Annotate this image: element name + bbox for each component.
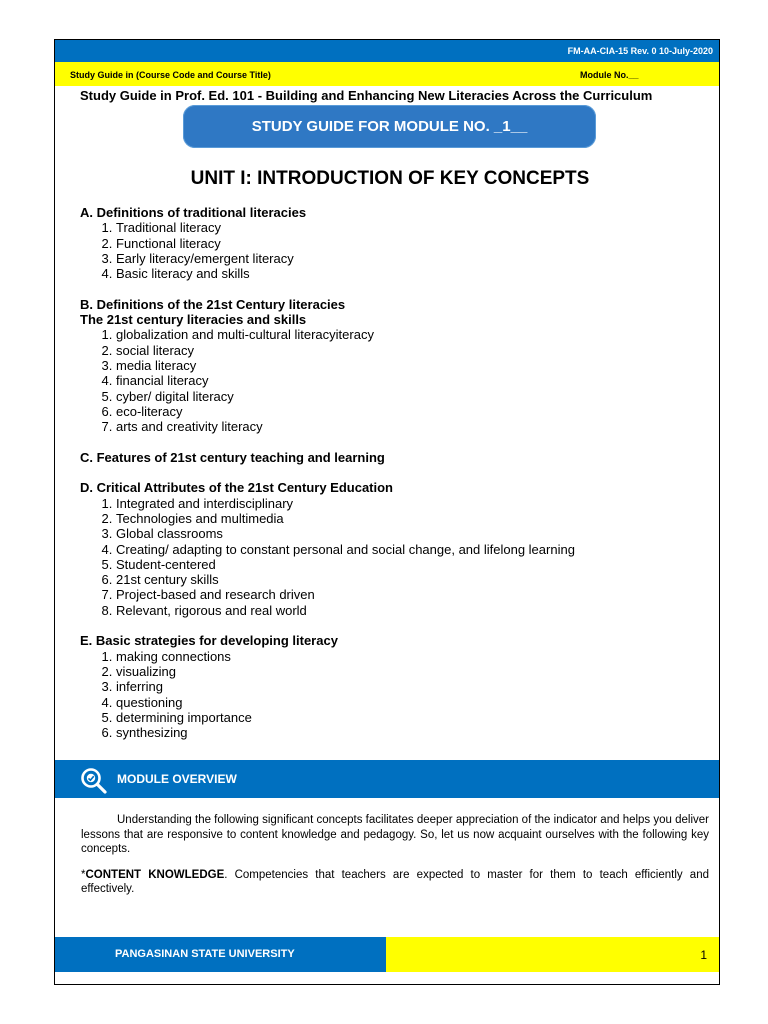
document-subtitle: Study Guide in Prof. Ed. 101 - Building and Enhancing New Literacies Across the Curriculum xyxy=(80,88,653,103)
list-item: 7. arts and creativity literacy xyxy=(116,419,720,434)
page-number: 1 xyxy=(700,948,707,962)
content-knowledge-paragraph xyxy=(81,868,709,897)
section-a-list xyxy=(80,220,720,281)
list-item: 2. Functional literacy xyxy=(116,236,720,251)
list-item: 4. Creating/ adapting to constant personal and social change, and lifelong learning xyxy=(116,542,720,557)
ck-text: . Competencies that teachers are expected to master for them to teach efficiently and effectively. xyxy=(81,868,709,895)
ck-term: CONTENT KNOWLEDGE xyxy=(85,868,225,881)
list-item: 5. Student-centered xyxy=(116,557,720,572)
list-item: 1. making connections xyxy=(116,649,720,664)
list-item: 6. synthesizing xyxy=(116,725,720,740)
form-code-bar xyxy=(55,40,719,62)
unit-title: UNIT I: INTRODUCTION OF KEY CONCEPTS xyxy=(190,168,590,189)
list-item: 6. eco-literacy xyxy=(116,404,720,419)
module-overview-title: MODULE OVERVIEW xyxy=(117,772,237,786)
content-body xyxy=(80,205,720,740)
section-d-title: D. Critical Attributes of the 21st Century Education xyxy=(80,480,394,496)
form-code: FM-AA-CIA-15 Rev. 0 10-July-2020 xyxy=(567,46,713,56)
ck-prefix: * xyxy=(81,868,86,881)
footer-page xyxy=(386,937,719,972)
overview-paragraph: Understanding the following significant concepts facilitates deeper appreciation of the indicator and helps you deliver lessons that are responsive to content knowledge and pedagogy. So, let us now acquaint ourselves with the following key concepts. xyxy=(81,814,709,855)
list-item: 5. determining importance xyxy=(116,710,720,725)
section-c-title: C. Features of 21st century teaching and learning xyxy=(80,449,385,465)
section-b-subtitle: The 21st century literacies and skills xyxy=(80,312,307,328)
list-item: 1. Integrated and interdisciplinary xyxy=(116,496,720,511)
list-item: 4. questioning xyxy=(116,695,720,710)
course-label: Study Guide in (Course Code and Course Title) xyxy=(70,70,271,80)
list-item: 3. inferring xyxy=(116,679,720,694)
list-item: 4. Basic literacy and skills xyxy=(116,266,720,281)
list-item: 1. Traditional literacy xyxy=(116,220,720,235)
list-item: 4. financial literacy xyxy=(116,373,720,388)
list-item: 2. visualizing xyxy=(116,664,720,679)
magnifier-icon xyxy=(79,766,109,796)
section-a-title: A. Definitions of traditional literacies xyxy=(80,205,307,220)
list-item: 3. Global classrooms xyxy=(116,526,720,541)
list-item: 6. 21st century skills xyxy=(116,572,720,587)
module-label: Module No.__ xyxy=(580,70,639,80)
list-item: 2. Technologies and multimedia xyxy=(116,511,720,526)
list-item: 3. media literacy xyxy=(116,358,720,373)
footer-university xyxy=(55,937,386,972)
section-d-list xyxy=(80,496,720,618)
list-item: 1. globalization and multi-cultural literacyiteracy xyxy=(116,327,720,342)
overview-text xyxy=(81,813,709,897)
list-item: 7. Project-based and research driven xyxy=(116,587,720,602)
section-e-title: E. Basic strategies for developing literacy xyxy=(80,633,338,649)
list-item: 8. Relevant, rigorous and real world xyxy=(116,603,720,618)
module-banner: STUDY GUIDE FOR MODULE NO. _1__ xyxy=(183,105,596,148)
module-overview-bar xyxy=(55,760,719,798)
section-b-title: B. Definitions of the 21st Century literacies xyxy=(80,296,346,312)
course-header-bar xyxy=(55,62,719,86)
section-e-list xyxy=(80,649,720,741)
list-item: 5. cyber/ digital literacy xyxy=(116,389,720,404)
list-item: 2. social literacy xyxy=(116,343,720,358)
university-name: PANGASINAN STATE UNIVERSITY xyxy=(115,948,295,960)
section-b-list xyxy=(80,327,720,434)
list-item: 3. Early literacy/emergent literacy xyxy=(116,251,720,266)
